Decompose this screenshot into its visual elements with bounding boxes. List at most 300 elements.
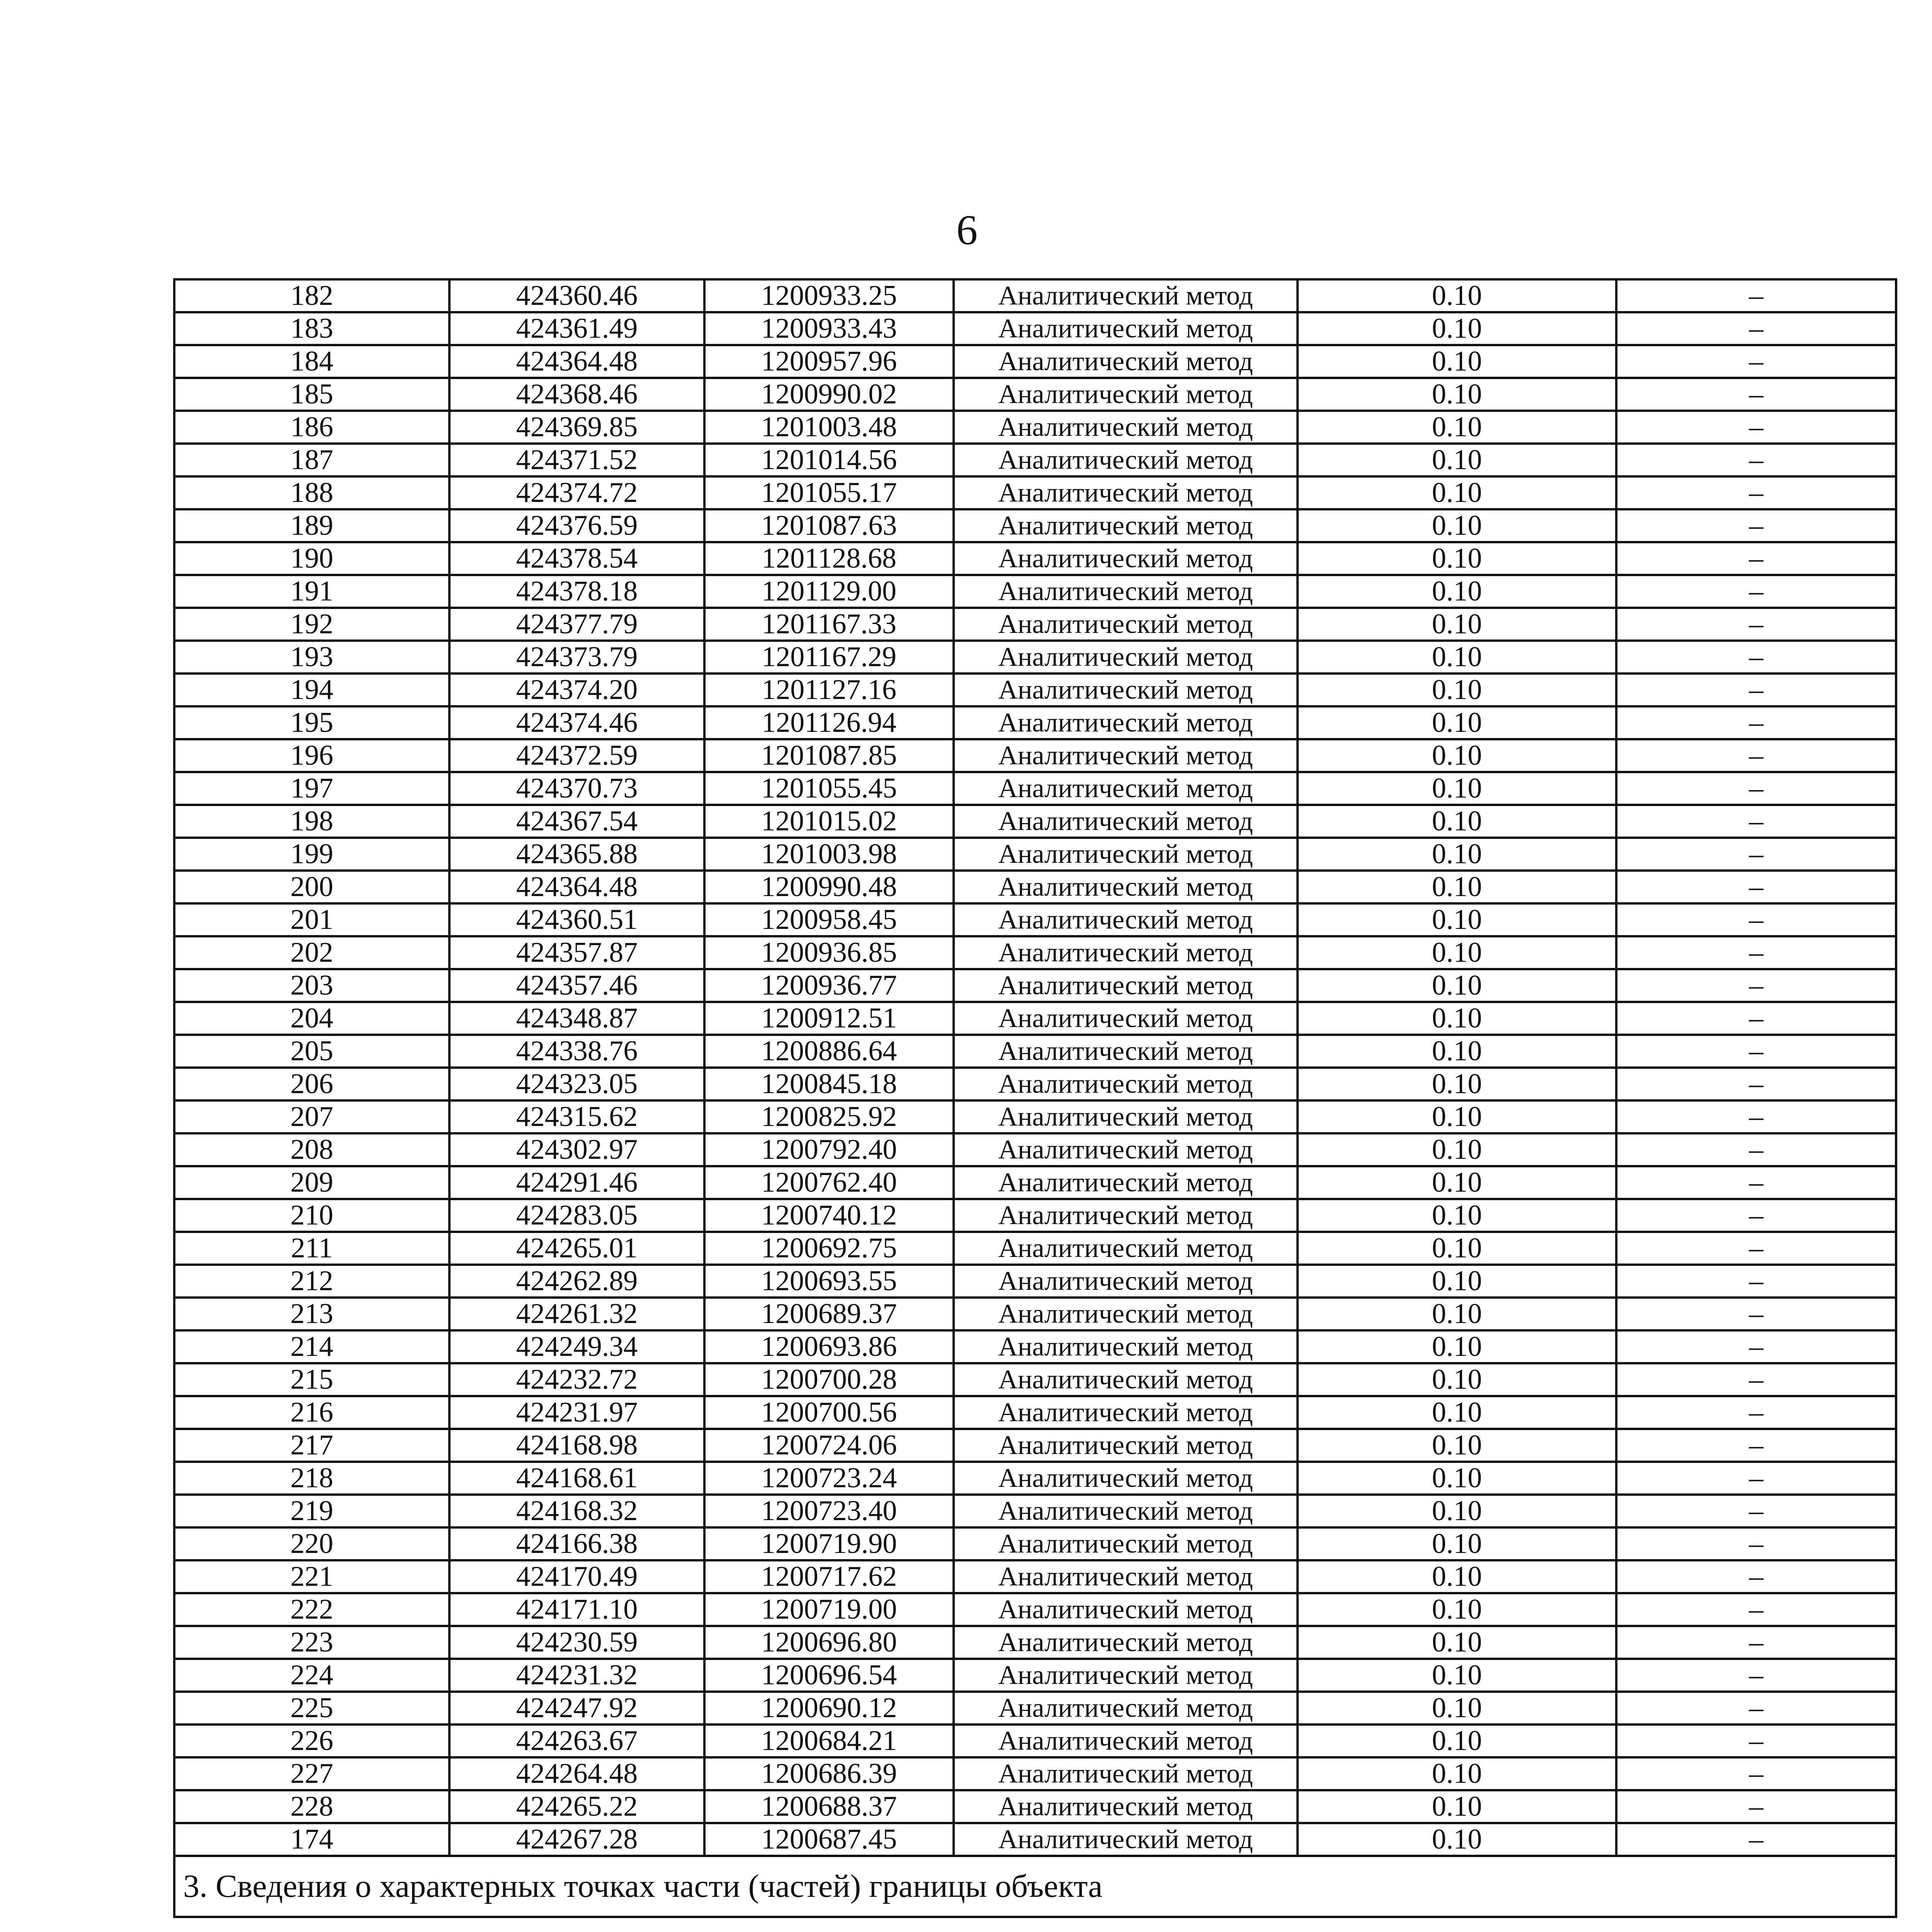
point-id-cell: 213 — [174, 1298, 449, 1330]
method-cell: Аналитический метод — [954, 542, 1298, 575]
point-id-cell: 210 — [174, 1199, 449, 1232]
description-cell: – — [1616, 1692, 1896, 1725]
coord-x-cell: 424166.38 — [449, 1527, 704, 1560]
method-cell: Аналитический метод — [954, 1363, 1298, 1396]
point-id-cell: 204 — [174, 1002, 449, 1035]
description-cell: – — [1616, 706, 1896, 739]
point-id-cell: 184 — [174, 345, 449, 378]
coord-x-cell: 424231.32 — [449, 1659, 704, 1692]
coord-y-cell: 1200990.48 — [704, 871, 954, 903]
coord-x-cell: 424357.46 — [449, 969, 704, 1002]
coord-y-cell: 1200933.25 — [704, 279, 954, 312]
method-cell: Аналитический метод — [954, 1593, 1298, 1626]
table-row — [174, 1298, 1896, 1330]
method-cell: Аналитический метод — [954, 1265, 1298, 1298]
error-cell: 0.10 — [1298, 1462, 1616, 1495]
coord-x-cell: 424249.34 — [449, 1330, 704, 1363]
coord-y-cell: 1200723.40 — [704, 1495, 954, 1527]
table-row — [174, 706, 1896, 739]
point-id-cell: 185 — [174, 378, 449, 411]
error-cell: 0.10 — [1298, 772, 1616, 805]
description-cell: – — [1616, 1002, 1896, 1035]
method-cell: Аналитический метод — [954, 1757, 1298, 1790]
description-cell: – — [1616, 936, 1896, 969]
method-cell: Аналитический метод — [954, 739, 1298, 772]
coord-x-cell: 424364.48 — [449, 871, 704, 903]
method-cell: Аналитический метод — [954, 1232, 1298, 1265]
method-cell: Аналитический метод — [954, 279, 1298, 312]
coord-y-cell: 1200717.62 — [704, 1560, 954, 1593]
error-cell: 0.10 — [1298, 1823, 1616, 1856]
table-row — [174, 575, 1896, 608]
point-id-cell: 209 — [174, 1166, 449, 1199]
error-cell: 0.10 — [1298, 476, 1616, 509]
error-cell: 0.10 — [1298, 1133, 1616, 1166]
table-row — [174, 1199, 1896, 1232]
method-cell: Аналитический метод — [954, 1100, 1298, 1133]
description-cell: – — [1616, 903, 1896, 936]
coord-x-cell: 424267.28 — [449, 1823, 704, 1856]
coord-y-cell: 1201087.63 — [704, 509, 954, 542]
description-cell: – — [1616, 345, 1896, 378]
method-cell: Аналитический метод — [954, 1692, 1298, 1725]
coord-x-cell: 424376.59 — [449, 509, 704, 542]
point-id-cell: 228 — [174, 1790, 449, 1823]
point-id-cell: 174 — [174, 1823, 449, 1856]
coord-y-cell: 1200936.77 — [704, 969, 954, 1002]
coord-x-cell: 424171.10 — [449, 1593, 704, 1626]
table-row — [174, 1692, 1896, 1725]
description-cell: – — [1616, 1100, 1896, 1133]
table-row — [174, 805, 1896, 838]
coord-x-cell: 424230.59 — [449, 1626, 704, 1659]
table-row — [174, 1659, 1896, 1692]
table-row — [174, 1330, 1896, 1363]
method-cell: Аналитический метод — [954, 1560, 1298, 1593]
error-cell: 0.10 — [1298, 1265, 1616, 1298]
coord-x-cell: 424302.97 — [449, 1133, 704, 1166]
error-cell: 0.10 — [1298, 805, 1616, 838]
error-cell: 0.10 — [1298, 673, 1616, 706]
description-cell: – — [1616, 476, 1896, 509]
coord-y-cell: 1200686.39 — [704, 1757, 954, 1790]
point-id-cell: 220 — [174, 1527, 449, 1560]
point-id-cell: 192 — [174, 608, 449, 641]
coord-y-cell: 1201167.33 — [704, 608, 954, 641]
coord-y-cell: 1200700.28 — [704, 1363, 954, 1396]
table-row — [174, 969, 1896, 1002]
coord-y-cell: 1200958.45 — [704, 903, 954, 936]
method-cell: Аналитический метод — [954, 1298, 1298, 1330]
description-cell: – — [1616, 838, 1896, 871]
error-cell: 0.10 — [1298, 1199, 1616, 1232]
error-cell: 0.10 — [1298, 1100, 1616, 1133]
coord-y-cell: 1201055.45 — [704, 772, 954, 805]
table-row — [174, 1396, 1896, 1429]
description-cell: – — [1616, 1462, 1896, 1495]
description-cell: – — [1616, 1495, 1896, 1527]
table-row — [174, 1757, 1896, 1790]
coord-y-cell: 1200990.02 — [704, 378, 954, 411]
table-row — [174, 936, 1896, 969]
error-cell: 0.10 — [1298, 608, 1616, 641]
table-row — [174, 1790, 1896, 1823]
coord-y-cell: 1201128.68 — [704, 542, 954, 575]
point-id-cell: 216 — [174, 1396, 449, 1429]
coord-x-cell: 424338.76 — [449, 1035, 704, 1068]
description-cell: – — [1616, 279, 1896, 312]
description-cell: – — [1616, 1232, 1896, 1265]
error-cell: 0.10 — [1298, 1725, 1616, 1757]
method-cell: Аналитический метод — [954, 871, 1298, 903]
coord-y-cell: 1200684.21 — [704, 1725, 954, 1757]
coord-x-cell: 424263.67 — [449, 1725, 704, 1757]
point-id-cell: 186 — [174, 411, 449, 444]
coord-x-cell: 424370.73 — [449, 772, 704, 805]
error-cell: 0.10 — [1298, 1790, 1616, 1823]
coord-x-cell: 424365.88 — [449, 838, 704, 871]
table-row — [174, 509, 1896, 542]
coord-x-cell: 424374.20 — [449, 673, 704, 706]
method-cell: Аналитический метод — [954, 1133, 1298, 1166]
table-row — [174, 1232, 1896, 1265]
table-row — [174, 1166, 1896, 1199]
point-id-cell: 207 — [174, 1100, 449, 1133]
point-id-cell: 224 — [174, 1659, 449, 1692]
description-cell: – — [1616, 1593, 1896, 1626]
coord-x-cell: 424264.48 — [449, 1757, 704, 1790]
description-cell: – — [1616, 608, 1896, 641]
error-cell: 0.10 — [1298, 1659, 1616, 1692]
coord-y-cell: 1200792.40 — [704, 1133, 954, 1166]
point-id-cell: 214 — [174, 1330, 449, 1363]
coord-y-cell: 1201126.94 — [704, 706, 954, 739]
description-cell: – — [1616, 575, 1896, 608]
method-cell: Аналитический метод — [954, 1495, 1298, 1527]
point-id-cell: 183 — [174, 312, 449, 345]
point-id-cell: 221 — [174, 1560, 449, 1593]
coord-y-cell: 1200912.51 — [704, 1002, 954, 1035]
description-cell: – — [1616, 1790, 1896, 1823]
coord-y-cell: 1201167.29 — [704, 641, 954, 673]
coord-x-cell: 424283.05 — [449, 1199, 704, 1232]
description-cell: – — [1616, 411, 1896, 444]
coord-x-cell: 424265.01 — [449, 1232, 704, 1265]
description-cell: – — [1616, 1363, 1896, 1396]
point-id-cell: 202 — [174, 936, 449, 969]
coord-y-cell: 1201055.17 — [704, 476, 954, 509]
method-cell: Аналитический метод — [954, 838, 1298, 871]
description-cell: – — [1616, 1133, 1896, 1166]
point-id-cell: 217 — [174, 1429, 449, 1462]
method-cell: Аналитический метод — [954, 772, 1298, 805]
coord-y-cell: 1201087.85 — [704, 739, 954, 772]
coord-x-cell: 424360.51 — [449, 903, 704, 936]
coord-x-cell: 424231.97 — [449, 1396, 704, 1429]
coord-x-cell: 424170.49 — [449, 1560, 704, 1593]
point-id-cell: 200 — [174, 871, 449, 903]
table-row — [174, 476, 1896, 509]
error-cell: 0.10 — [1298, 378, 1616, 411]
coord-y-cell: 1200692.75 — [704, 1232, 954, 1265]
description-cell: – — [1616, 1265, 1896, 1298]
method-cell: Аналитический метод — [954, 1035, 1298, 1068]
description-cell: – — [1616, 1527, 1896, 1560]
error-cell: 0.10 — [1298, 542, 1616, 575]
method-cell: Аналитический метод — [954, 641, 1298, 673]
table-row — [174, 1626, 1896, 1659]
coord-y-cell: 1201127.16 — [704, 673, 954, 706]
method-cell: Аналитический метод — [954, 903, 1298, 936]
method-cell: Аналитический метод — [954, 673, 1298, 706]
coord-x-cell: 424323.05 — [449, 1068, 704, 1100]
coord-x-cell: 424232.72 — [449, 1363, 704, 1396]
method-cell: Аналитический метод — [954, 575, 1298, 608]
coord-x-cell: 424168.98 — [449, 1429, 704, 1462]
error-cell: 0.10 — [1298, 1593, 1616, 1626]
coord-y-cell: 1200719.90 — [704, 1527, 954, 1560]
coord-x-cell: 424348.87 — [449, 1002, 704, 1035]
table-row — [174, 1100, 1896, 1133]
table-row — [174, 411, 1896, 444]
point-id-cell: 194 — [174, 673, 449, 706]
coordinates-table-body — [174, 279, 1896, 1917]
error-cell: 0.10 — [1298, 739, 1616, 772]
error-cell: 0.10 — [1298, 312, 1616, 345]
error-cell: 0.10 — [1298, 838, 1616, 871]
point-id-cell: 190 — [174, 542, 449, 575]
table-row — [174, 1133, 1896, 1166]
error-cell: 0.10 — [1298, 1363, 1616, 1396]
point-id-cell: 199 — [174, 838, 449, 871]
coord-x-cell: 424374.72 — [449, 476, 704, 509]
point-id-cell: 187 — [174, 444, 449, 476]
description-cell: – — [1616, 1396, 1896, 1429]
point-id-cell: 212 — [174, 1265, 449, 1298]
description-cell: – — [1616, 1035, 1896, 1068]
coord-x-cell: 424364.48 — [449, 345, 704, 378]
coord-y-cell: 1200689.37 — [704, 1298, 954, 1330]
coord-y-cell: 1200886.64 — [704, 1035, 954, 1068]
error-cell: 0.10 — [1298, 1495, 1616, 1527]
method-cell: Аналитический метод — [954, 1166, 1298, 1199]
table-row — [174, 1429, 1896, 1462]
table-row — [174, 542, 1896, 575]
table-row — [174, 1593, 1896, 1626]
point-id-cell: 182 — [174, 279, 449, 312]
coord-y-cell: 1200762.40 — [704, 1166, 954, 1199]
coord-x-cell: 424367.54 — [449, 805, 704, 838]
coord-y-cell: 1200696.54 — [704, 1659, 954, 1692]
method-cell: Аналитический метод — [954, 1527, 1298, 1560]
method-cell: Аналитический метод — [954, 1725, 1298, 1757]
method-cell: Аналитический метод — [954, 345, 1298, 378]
table-row — [174, 739, 1896, 772]
method-cell: Аналитический метод — [954, 1396, 1298, 1429]
error-cell: 0.10 — [1298, 1396, 1616, 1429]
description-cell: – — [1616, 378, 1896, 411]
description-cell: – — [1616, 641, 1896, 673]
coord-x-cell: 424378.18 — [449, 575, 704, 608]
description-cell: – — [1616, 1757, 1896, 1790]
point-id-cell: 198 — [174, 805, 449, 838]
coord-y-cell: 1201015.02 — [704, 805, 954, 838]
method-cell: Аналитический метод — [954, 1068, 1298, 1100]
table-row — [174, 1265, 1896, 1298]
coord-y-cell: 1200688.37 — [704, 1790, 954, 1823]
coord-y-cell: 1201003.98 — [704, 838, 954, 871]
error-cell: 0.10 — [1298, 1232, 1616, 1265]
point-id-cell: 227 — [174, 1757, 449, 1790]
table-row — [174, 641, 1896, 673]
table-row — [174, 1363, 1896, 1396]
coord-x-cell: 424360.46 — [449, 279, 704, 312]
method-cell: Аналитический метод — [954, 411, 1298, 444]
point-id-cell: 225 — [174, 1692, 449, 1725]
point-id-cell: 219 — [174, 1495, 449, 1527]
coord-y-cell: 1200693.55 — [704, 1265, 954, 1298]
coordinates-table — [173, 278, 1897, 1918]
table-row — [174, 673, 1896, 706]
point-id-cell: 205 — [174, 1035, 449, 1068]
description-cell: – — [1616, 1626, 1896, 1659]
method-cell: Аналитический метод — [954, 1462, 1298, 1495]
point-id-cell: 197 — [174, 772, 449, 805]
table-row — [174, 1725, 1896, 1757]
point-id-cell: 208 — [174, 1133, 449, 1166]
method-cell: Аналитический метод — [954, 969, 1298, 1002]
method-cell: Аналитический метод — [954, 1790, 1298, 1823]
description-cell: – — [1616, 509, 1896, 542]
coord-x-cell: 424261.32 — [449, 1298, 704, 1330]
coord-y-cell: 1200933.43 — [704, 312, 954, 345]
point-id-cell: 203 — [174, 969, 449, 1002]
description-cell: – — [1616, 1560, 1896, 1593]
coord-x-cell: 424373.79 — [449, 641, 704, 673]
description-cell: – — [1616, 1199, 1896, 1232]
table-row — [174, 1527, 1896, 1560]
error-cell: 0.10 — [1298, 1429, 1616, 1462]
method-cell: Аналитический метод — [954, 1330, 1298, 1363]
coord-x-cell: 424168.32 — [449, 1495, 704, 1527]
description-cell: – — [1616, 673, 1896, 706]
point-id-cell: 226 — [174, 1725, 449, 1757]
coord-y-cell: 1200696.80 — [704, 1626, 954, 1659]
method-cell: Аналитический метод — [954, 444, 1298, 476]
point-id-cell: 215 — [174, 1363, 449, 1396]
coord-x-cell: 424372.59 — [449, 739, 704, 772]
coord-y-cell: 1200723.24 — [704, 1462, 954, 1495]
point-id-cell: 223 — [174, 1626, 449, 1659]
description-cell: – — [1616, 444, 1896, 476]
error-cell: 0.10 — [1298, 279, 1616, 312]
error-cell: 0.10 — [1298, 1035, 1616, 1068]
table-row — [174, 1035, 1896, 1068]
coord-x-cell: 424315.62 — [449, 1100, 704, 1133]
error-cell: 0.10 — [1298, 1068, 1616, 1100]
method-cell: Аналитический метод — [954, 1429, 1298, 1462]
method-cell: Аналитический метод — [954, 805, 1298, 838]
coord-x-cell: 424262.89 — [449, 1265, 704, 1298]
error-cell: 0.10 — [1298, 1330, 1616, 1363]
error-cell: 0.10 — [1298, 575, 1616, 608]
table-row — [174, 1002, 1896, 1035]
description-cell: – — [1616, 969, 1896, 1002]
error-cell: 0.10 — [1298, 903, 1616, 936]
description-cell: – — [1616, 739, 1896, 772]
table-row — [174, 1068, 1896, 1100]
method-cell: Аналитический метод — [954, 312, 1298, 345]
coord-x-cell: 424291.46 — [449, 1166, 704, 1199]
coord-x-cell: 424374.46 — [449, 706, 704, 739]
error-cell: 0.10 — [1298, 1692, 1616, 1725]
method-cell: Аналитический метод — [954, 1659, 1298, 1692]
description-cell: – — [1616, 1823, 1896, 1856]
coord-y-cell: 1200936.85 — [704, 936, 954, 969]
error-cell: 0.10 — [1298, 411, 1616, 444]
coord-x-cell: 424368.46 — [449, 378, 704, 411]
section3-title: 3. Сведения о характерных точках части (частей) границы объекта — [174, 1856, 1896, 1917]
coord-x-cell: 424378.54 — [449, 542, 704, 575]
error-cell: 0.10 — [1298, 1166, 1616, 1199]
coord-y-cell: 1200719.00 — [704, 1593, 954, 1626]
point-id-cell: 222 — [174, 1593, 449, 1626]
coord-y-cell: 1201129.00 — [704, 575, 954, 608]
description-cell: – — [1616, 1166, 1896, 1199]
coord-x-cell: 424361.49 — [449, 312, 704, 345]
description-cell: – — [1616, 772, 1896, 805]
description-cell: – — [1616, 1659, 1896, 1692]
description-cell: – — [1616, 1068, 1896, 1100]
description-cell: – — [1616, 805, 1896, 838]
point-id-cell: 193 — [174, 641, 449, 673]
point-id-cell: 206 — [174, 1068, 449, 1100]
coord-y-cell: 1201014.56 — [704, 444, 954, 476]
error-cell: 0.10 — [1298, 1626, 1616, 1659]
coord-x-cell: 424357.87 — [449, 936, 704, 969]
table-row — [174, 345, 1896, 378]
coord-x-cell: 424371.52 — [449, 444, 704, 476]
table-row — [174, 871, 1896, 903]
table-row — [174, 312, 1896, 345]
method-cell: Аналитический метод — [954, 509, 1298, 542]
error-cell: 0.10 — [1298, 1560, 1616, 1593]
coord-x-cell: 424265.22 — [449, 1790, 704, 1823]
table-row — [174, 838, 1896, 871]
error-cell: 0.10 — [1298, 641, 1616, 673]
table-row — [174, 1560, 1896, 1593]
error-cell: 0.10 — [1298, 1298, 1616, 1330]
coord-x-cell: 424377.79 — [449, 608, 704, 641]
description-cell: – — [1616, 1330, 1896, 1363]
coord-x-cell: 424369.85 — [449, 411, 704, 444]
point-id-cell: 201 — [174, 903, 449, 936]
table-row — [174, 608, 1896, 641]
section3-title-row — [174, 1856, 1896, 1917]
error-cell: 0.10 — [1298, 1757, 1616, 1790]
table-row — [174, 1462, 1896, 1495]
coord-y-cell: 1201003.48 — [704, 411, 954, 444]
point-id-cell: 195 — [174, 706, 449, 739]
method-cell: Аналитический метод — [954, 1002, 1298, 1035]
error-cell: 0.10 — [1298, 444, 1616, 476]
error-cell: 0.10 — [1298, 1002, 1616, 1035]
table-row — [174, 1823, 1896, 1856]
table-row — [174, 772, 1896, 805]
point-id-cell: 188 — [174, 476, 449, 509]
coord-y-cell: 1200690.12 — [704, 1692, 954, 1725]
method-cell: Аналитический метод — [954, 1626, 1298, 1659]
